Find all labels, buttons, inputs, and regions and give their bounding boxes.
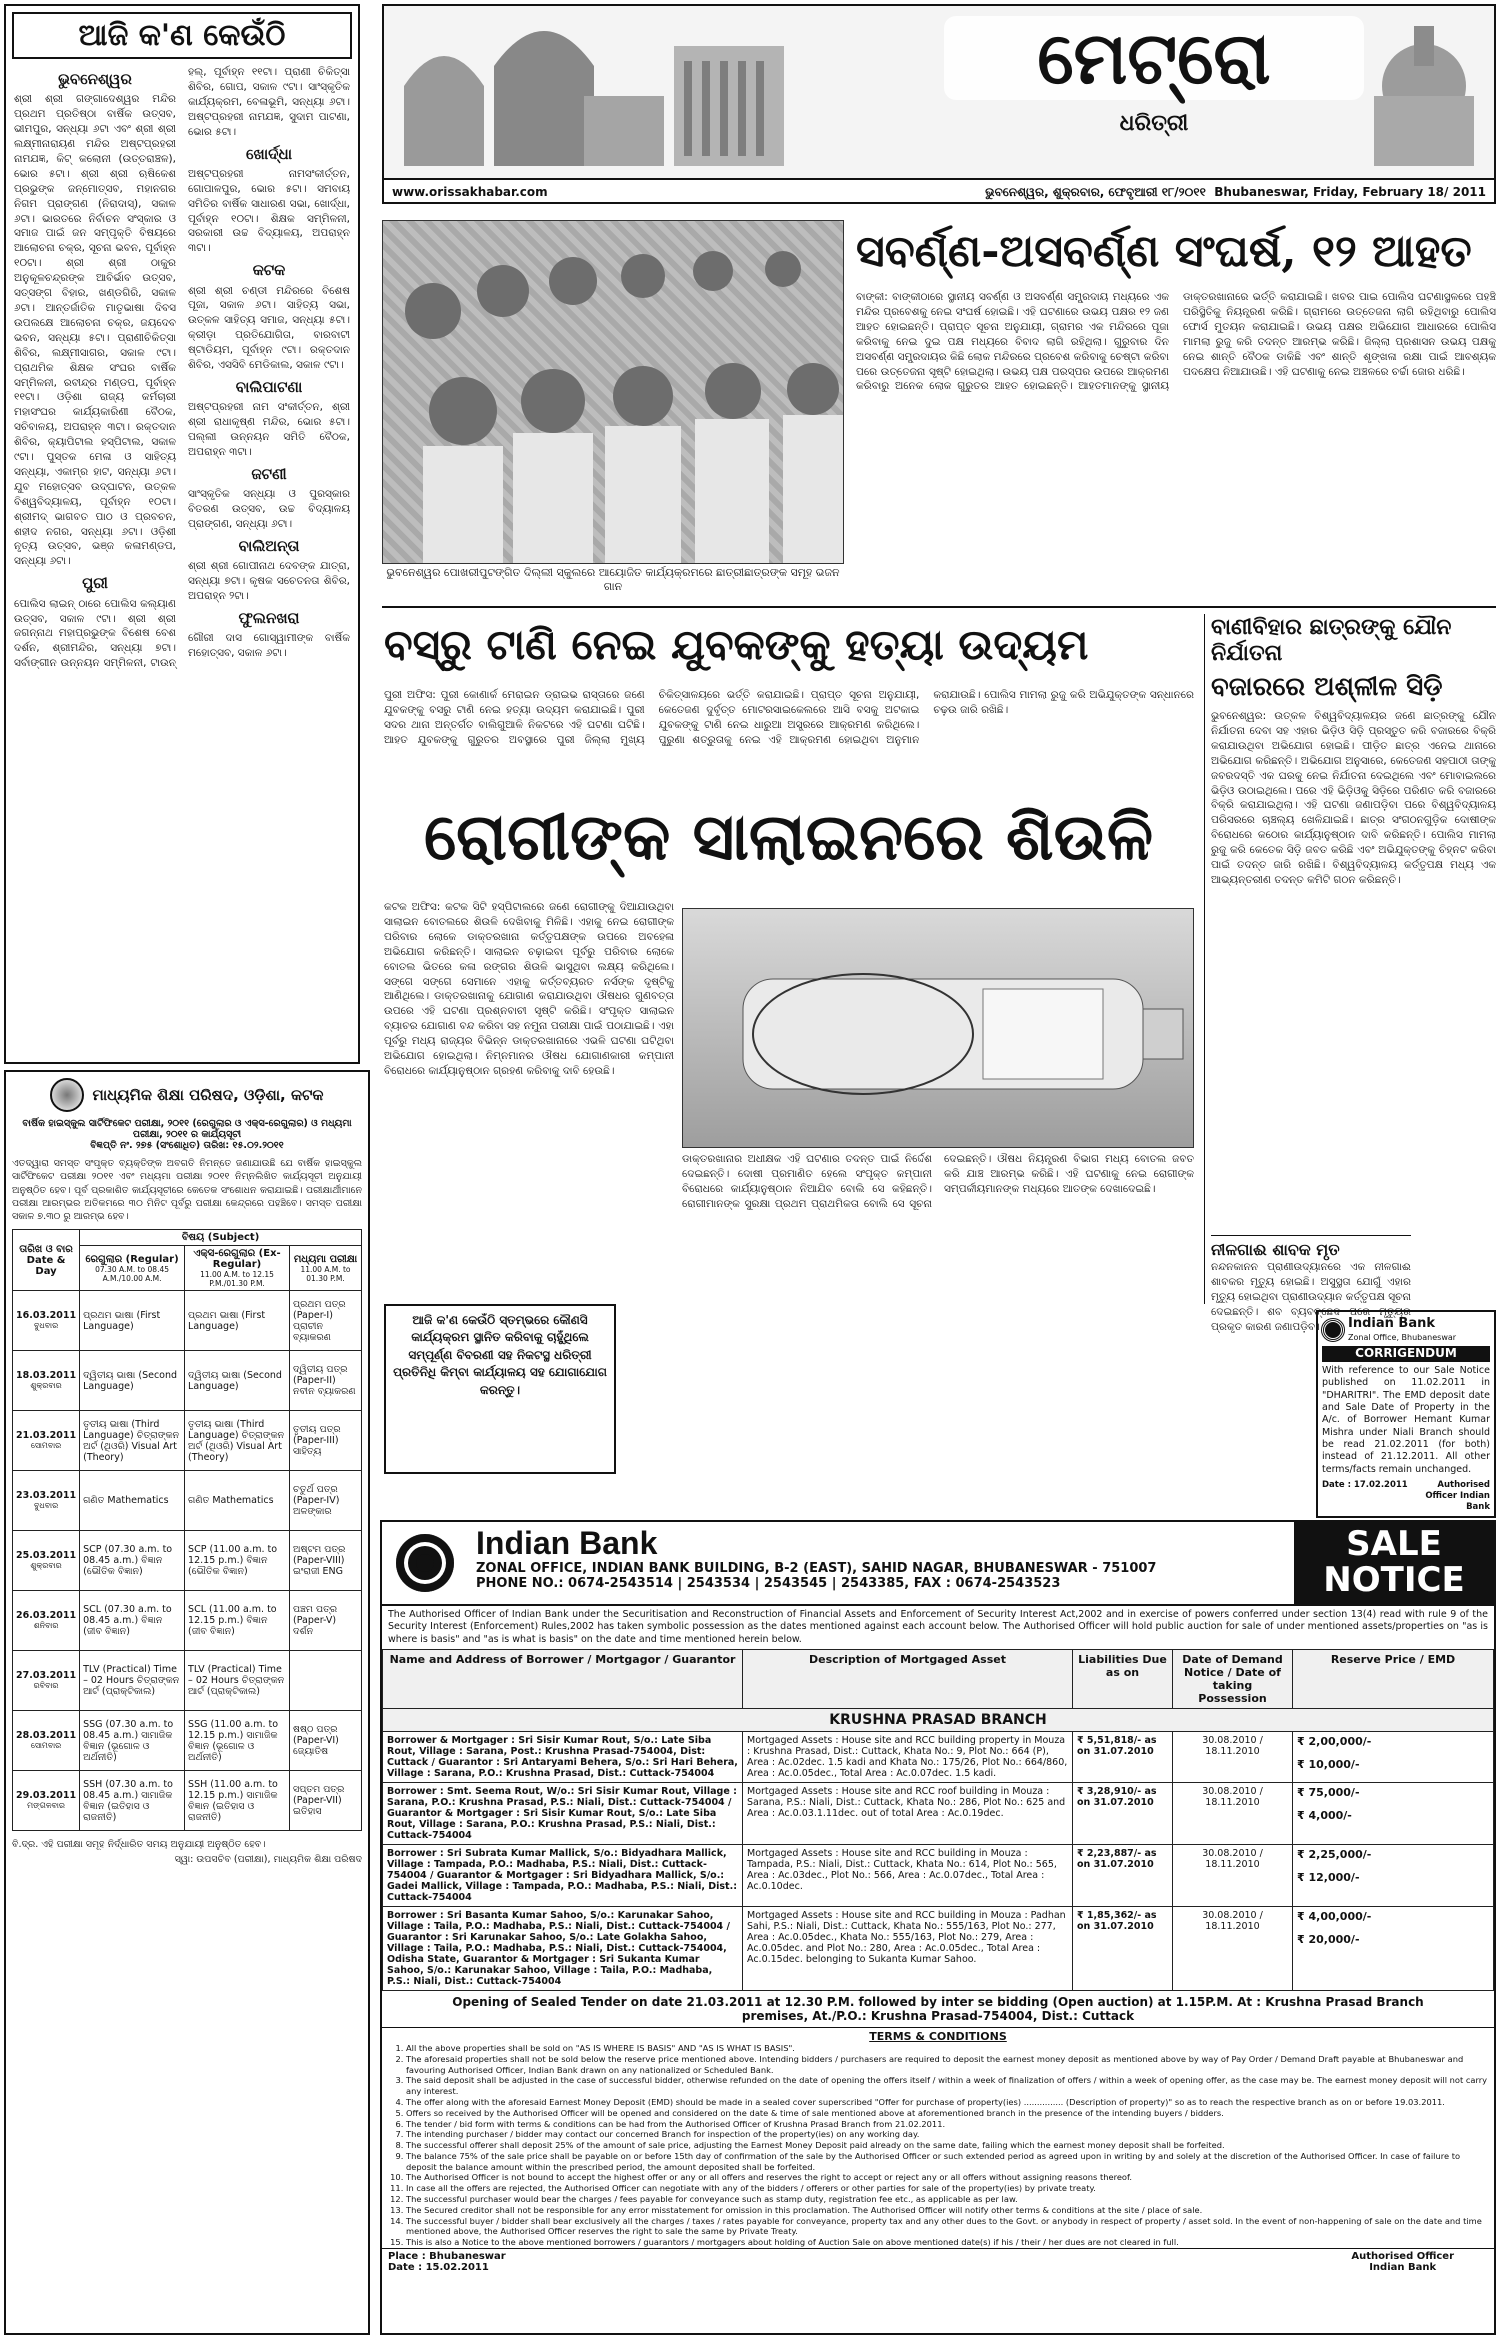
exam-exregular-subject: SCP (11.00 a.m. to 12.15 p.m.) ବିଜ୍ଞାନ (ଭୌତିକ ବିଜ୍ଞାନ) bbox=[185, 1531, 290, 1591]
exam-regular-subject: ତୃତୀୟ ଭାଷା (Third Language) ଚିତ୍ରାଙ୍କନ ଅର୍ଟ (ଥିଓରି) Visual Art (Theory) bbox=[80, 1411, 185, 1471]
exam-exregular-subject: SCL (11.00 a.m. to 12.15 p.m.) ବିଜ୍ଞାନ (ଜୀବ ବିଜ୍ଞାନ) bbox=[185, 1591, 290, 1651]
exam-date: 16.03.2011 ବୁଧବାର bbox=[13, 1291, 80, 1351]
sale-term: 5. Offers so received by the Authorised Officer will be opened and considered on the date & time of sale mentioned above at aforementioned branch in the presence of the intending buyers / bidders. bbox=[406, 2108, 1488, 2119]
exam-madhyama-subject: ଅଷ୍ଟମ ପତ୍ର (Paper-VIII) ଇଂରାଜୀ ENG bbox=[290, 1531, 362, 1591]
exam-row bbox=[13, 1291, 362, 1351]
exam-title: ମାଧ୍ୟମିକ ଶିକ୍ଷା ପରିଷଦ, ଓଡ଼ିଶା, କଟକ bbox=[92, 1086, 324, 1104]
masthead-subtitle: ଧରିତ୍ରୀ bbox=[1119, 110, 1189, 136]
sale-term: 1. All the above properties shall be sold on "AS IS WHERE IS BASIS" AND "AS IS WHAT IS BASIS". bbox=[406, 2043, 1488, 2054]
events-item: ଗୌରୀ ଦାସ ଗୋସ୍ୱାମୀଙ୍କ ବାର୍ଷିକ ମହୋତ୍ସବ, ସକାଳ ୬ଟା। bbox=[188, 632, 350, 660]
exam-date: 28.03.2011 ସୋମବାର bbox=[13, 1711, 80, 1771]
exam-date: 26.03.2011 ଶନିବାର bbox=[13, 1591, 80, 1651]
exam-notice-number: ବିଜ୍ଞପ୍ତି ନଂ. ୨୭୫ (ସଂଶୋଧିତ) ତାରିଖ: ୧୫.୦୨.୨୦୧୧ bbox=[90, 1140, 284, 1151]
exam-footnote: ବି.ଦ୍ର. ଏହି ପରୀକ୍ଷା ସମୂହ ନିର୍ଦ୍ଧାରିତ ସମୟ ଅନୁଯାୟୀ ଅନୁଷ୍ଠିତ ହେବ। bbox=[12, 1839, 266, 1851]
exam-exregular-subject: SSG (11.00 a.m. to 12.15 p.m.) ସାମାଜିକ ବିଜ୍ଞାନ (ଭୂଗୋଳ ଓ ଅର୍ଥନୀତି) bbox=[185, 1711, 290, 1771]
events-item: ଶ୍ରୀ ଶ୍ରୀ ଚଣ୍ଡୀ ମନ୍ଦିରରେ ବିଶେଷ ପୂଜା, ସକାଳ ୬ଟା। ସାହିତ୍ୟ ସଭା, ଉତ୍କଳ ସାହିତ୍ୟ ସମାଜ, ସନ୍ଧ୍ୟା ୫ଟା। କ୍ରୀଡ଼ା ପ୍ରତିଯୋଗିତା, ବାରବାଟୀ ଷ୍ଟାଡିୟମ, ପୂର୍ବାହ୍ନ ୯ଟା। ରକ୍ତଦାନ ଶିବିର, ଏସସିବି ମେଡିକାଲ, ସକାଳ ୯ଟା। bbox=[188, 284, 350, 372]
sale-due: ₹ 3,28,910/- as on 31.07.2010 bbox=[1073, 1783, 1173, 1845]
sale-term: 6. The tender / bid form with terms & conditions can be had from the Authorised Officer of Krushna Prasad Branch from 21.02.2011. bbox=[406, 2119, 1488, 2130]
sale-col-dates: Date of Demand Notice / Date of taking Possession bbox=[1173, 1650, 1293, 1709]
events-body bbox=[6, 65, 358, 995]
events-notice-box: ଆଜି କ'ଣ କେଉଁଠି ସ୍ତମ୍ଭରେ କୌଣସି କାର୍ଯ୍ୟକ୍ରମ ସ୍ଥାନିତ କରିବାକୁ ଚାହୁଁଥିଲେ ସମ୍ପୂର୍ଣ୍ଣ ବିବରଣୀ ସହ ନିକଟସ୍ଥ ଧରିତ୍ରୀ ପ୍ରତିନିଧି କିମ୍ବା କାର୍ଯ୍ୟାଳୟ ସହ ଯୋଗାଯୋଗ କରନ୍ତୁ। bbox=[384, 1304, 616, 1474]
exam-madhyama-subject: ପ୍ରଥମ ପତ୍ର (Paper-I) ପ୍ରାଚୀନ ବ୍ୟାକରଣ bbox=[290, 1291, 362, 1351]
sale-term: 8. The successful offerer shall deposit 25% of the amount of sale price, adjusting the Earnest Money Deposit paid already on the same date, failing which the earnest money deposit shall be forfeited. bbox=[406, 2140, 1488, 2151]
sale-term: 12. The successful purchaser would bear the charges / fees payable for conveyance such as stamp duty, registration fee etc., as applicable as per law. bbox=[406, 2194, 1488, 2205]
exam-col-madhyama: ମଧ୍ୟମା ପରୀକ୍ଷା 11.00 A.M. to 01.30 P.M. bbox=[290, 1246, 362, 1291]
exam-col-date: ତାରିଖ ଓ ବାର Date & Day bbox=[13, 1230, 80, 1291]
exam-date: 18.03.2011 ଶୁକ୍ରବାର bbox=[13, 1351, 80, 1411]
events-item: ଅଷ୍ଟପ୍ରହରୀ ନାମସଂକୀର୍ତ୍ତନ, ଗୋପାଳପୁର, ଭୋର ୫ଟା। ସମବାୟ ସମିତିର ବାର୍ଷିକ ସାଧାରଣ ସଭା, ଖୋର୍ଦ୍ଧା, ପୂର୍ବାହ୍ନ ୧୦ଟା। ଶିକ୍ଷକ ସମ୍ମିଳନୀ, ସରକାରୀ ଉଚ୍ଚ ବିଦ୍ୟାଳୟ, ଅପରାହ୍ନ ୩ଟା। bbox=[188, 167, 350, 255]
sale-tender: Opening of Sealed Tender on date 21.03.2011 at 12.30 P.M. followed by inter se bidding (Open auction) at 1.15P.M. At : Krushna Prasad Branch premises, At./P.O.: Krushna Prasad-754004, Dist.: Cuttack bbox=[382, 1991, 1494, 2028]
exam-date: 25.03.2011 ଶୁକ୍ରବାର bbox=[13, 1531, 80, 1591]
exam-signature: ସ୍ୱା: ଉପସଚିବ (ପରୀକ୍ଷା), ମାଧ୍ୟମିକ ଶିକ୍ଷା ପରିଷଦ bbox=[174, 1854, 362, 1866]
story5-body: ନନ୍ଦନକାନନ ପ୍ରାଣୀଉଦ୍ୟାନରେ ଏକ ନୀଳଗାଈ ଶାବକର ମୃତ୍ୟୁ ହୋଇଛି। ଅସୁସ୍ଥତା ଯୋଗୁଁ ଏହାର ମୃତ୍ୟୁ ହୋଇଥିବା ପ୍ରାଣୀଉଦ୍ୟାନ କର୍ତ୍ତୃପକ୍ଷ ସୂଚନା ଦେଇଛନ୍ତି। ଶବ ବ୍ୟବଚ୍ଛେଦ ପରେ ମୃତ୍ୟୁର ପ୍ରକୃତ କାରଣ ଜଣାପଡ଼ିବ। bbox=[1211, 1261, 1411, 1333]
sale-row bbox=[383, 1907, 1494, 1991]
exam-madhyama-subject: ଚତୁର୍ଥ ପତ୍ର (Paper-IV) ଅଳଙ୍କାର bbox=[290, 1471, 362, 1531]
dateline-odia: ଭୁବନେଶ୍ୱର, ଶୁକ୍ରବାର, ଫେବୃଆରୀ ୧୮/୨୦୧୧ bbox=[985, 184, 1206, 199]
events-place-heading: ବାଲିପାଟଣା bbox=[235, 378, 303, 396]
exam-date: 27.03.2011 ରବିବାର bbox=[13, 1651, 80, 1711]
exam-col-regular: ରେଗୁଲାର (Regular) 07.30 A.M. to 08.45 A.M./10.00 A.M. bbox=[80, 1246, 185, 1291]
sale-asset: Mortgaged Assets : House site and RCC building property in Mouza : Krushna Prasad, Dist.: Cuttack, Khata No.: 9, Plot No.: 664 (P), Area : Ac.02dec. 1.5 kadi and Khata No.: 175/26, Plot No.: 664/860, Area : Ac.0.05dec., Total Area : Ac.0.07dec. 1.5 kadi. bbox=[743, 1732, 1073, 1783]
exam-row bbox=[13, 1591, 362, 1651]
sale-col-due: Liabilities Due as on bbox=[1073, 1650, 1173, 1709]
events-place-heading: ଭୁବନେଶ୍ୱର bbox=[58, 70, 132, 88]
exam-subtitle: ବାର୍ଷିକ ହାଇସ୍କୁଲ ସାର୍ଟିଫିକେଟ ପରୀକ୍ଷା, ୨୦୧୧ (ରେଗୁଲାର ଓ ଏକ୍ସ-ରେଗୁଲାର) ଓ ମଧ୍ୟମା ପରୀକ୍ଷା, ୨୦୧୧ ର କାର୍ଯ୍ୟସୂଚୀ bbox=[22, 1118, 352, 1140]
exam-row bbox=[13, 1771, 362, 1831]
exam-regular-subject: SSG (07.30 a.m. to 08.45 a.m.) ସାମାଜିକ ବିଜ୍ଞାନ (ଭୂଗୋଳ ଓ ଅର୍ଥନୀତି) bbox=[80, 1711, 185, 1771]
exam-exregular-subject: ଗଣିତ Mathematics bbox=[185, 1471, 290, 1531]
exam-exregular-subject: SSH (11.00 a.m. to 12.15 p.m.) ସାମାଜିକ ବିଜ୍ଞାନ (ଇତିହାସ ଓ ରାଜନୀତି) bbox=[185, 1771, 290, 1831]
exam-table bbox=[12, 1229, 362, 1831]
story1-headline: ସବର୍ଣ୍ଣ-ଅସବର୍ଣ୍ଣ ସଂଘର୍ଷ, ୧୨ ଆହତ bbox=[856, 226, 1472, 277]
sale-dates: 30.08.2010 / 18.11.2010 bbox=[1173, 1845, 1293, 1907]
story2-headline: ବସ୍‌ରୁ ଟାଣି ନେଇ ଯୁବକଙ୍କୁ ହତ୍ୟା ଉଦ୍ୟମ bbox=[384, 620, 1089, 669]
sale-reserve: ₹ 2,00,000/- ₹ 10,000/- bbox=[1293, 1732, 1494, 1783]
sale-row bbox=[383, 1732, 1494, 1783]
sale-terms-title: TERMS & CONDITIONS bbox=[869, 2030, 1007, 2044]
saline-bottle-photo bbox=[682, 908, 1194, 1148]
exam-col-subject: ବିଷୟ (Subject) bbox=[80, 1230, 362, 1246]
sale-reserve: ₹ 4,00,000/- ₹ 20,000/- bbox=[1293, 1907, 1494, 1991]
sale-term: 11. In case all the offers are rejected, the Authorised Officer can negotiate with any of the bidders / offerers or other parties for sale of the property(ies) by private treaty. bbox=[406, 2183, 1488, 2194]
sale-place: Place : Bhubaneswar bbox=[388, 2250, 506, 2262]
sale-asset: Mortgaged Assets : House site and RCC roof building in Mouza : Sarana, P.S.: Niali, Dist.: Cuttack, Khata No.: 286, Plot No.: 625 and Area : Ac.0.03.1.11dec. out of total Area : Ac.0.19dec. bbox=[743, 1783, 1073, 1845]
sale-col-asset: Description of Mortgaged Asset bbox=[743, 1650, 1073, 1709]
sale-sign-officer: Authorised Officer bbox=[1351, 2250, 1454, 2262]
sale-term: 3. The said deposit shall be adjusted in the case of successful bidder, otherwise refunded on the date of opening the offers itself / within a week of finalization of offers / within a week of opening offer, as the case may be. The earnest money deposit will not carry any interest. bbox=[406, 2075, 1488, 2097]
exam-row bbox=[13, 1711, 362, 1771]
sale-notice bbox=[380, 1520, 1496, 2335]
events-place-heading: ଜଟଣୀ bbox=[251, 464, 287, 483]
sale-row bbox=[383, 1783, 1494, 1845]
sale-due: ₹ 5,51,818/- as on 31.07.2010 bbox=[1073, 1732, 1173, 1783]
exam-row bbox=[13, 1471, 362, 1531]
exam-row bbox=[13, 1351, 362, 1411]
story2-body: ପୁରୀ ଅଫିସ: ପୁରୀ କୋଣାର୍କ ମେରାଇନ ଡ୍ରାଇଭ ରାସ୍ତାରେ ଜଣେ ଯୁବକଙ୍କୁ ବସରୁ ଟାଣି ନେଇ ହତ୍ୟା ଉଦ୍ୟମ କରାଯାଇଛି। ପୁରୀ ସଦର ଥାନା ଅନ୍ତର୍ଗତ ବାଲିଗୁଆଳି ନିକଟରେ ଏହି ଘଟଣା ଘଟିଛି। ଆହତ ଯୁବକଙ୍କୁ ଗୁରୁତର ଅବସ୍ଥାରେ ପୁରୀ ଜିଲ୍ଲା ମୁଖ୍ୟ ଚିକିତ୍ସାଳୟରେ ଭର୍ତ୍ତି କରାଯାଇଛି। ପ୍ରାପ୍ତ ସୂଚନା ଅନୁଯାୟୀ, କେତେଜଣ ଦୁର୍ବୃତ୍ତ ମୋଟରସାଇକେଲରେ ଆସି ବସକୁ ଅଟକାଇ ଯୁବକଙ୍କୁ ଟାଣି ନେଇ ଧାରୁଆ ଅସ୍ତ୍ରରେ ଆକ୍ରମଣ କରିଥିଲେ। ପୁରୁଣା ଶତ୍ରୁତାକୁ ନେଇ ଏହି ଆକ୍ରମଣ ହୋଇଥିବା ଅନୁମାନ କରାଯାଉଛି। ପୋଲିସ ମାମଲା ରୁଜୁ କରି ଅଭିଯୁକ୍ତଙ୍କ ସନ୍ଧାନରେ ଚଢ଼ଉ ଜାରି ରଖିଛି। bbox=[384, 689, 1194, 746]
sale-term: 14. The successful buyer / bidder shall bear exclusively all the charges / taxes / rates payable for conveyance, property tax and any other dues to the Govt. or anybody in respect of property / asset sold. In the event of non-happening of sale on the date and time mentioned above, the Authorised Officer reserves the right to sale the same by Private Treaty. bbox=[406, 2216, 1488, 2238]
dateline-english: Bhubaneswar, Friday, February 18/ 2011 bbox=[1214, 184, 1486, 199]
sale-party: Borrower : Sri Basanta Kumar Sahoo, S/o.: Karunakar Sahoo, Village : Taila, P.O.: Madhaba, P.S.: Niali, Dist.: Cuttack-754004 / Guarantor : Sri Karunakar Sahoo, S/o.: Late Golakha Sahoo, Village : Taila, P.O.: Madhaba, P.S.: Niali, Dist.: Cuttack-754004, Odisha State, Guarantor & Mortgager : Sri Sukanta Kumar Sahoo, S/o.: Karunakar Sahoo, Village : Taila, P.O.: Madhaba, P.S.: Niali, Dist.: Cuttack-754004 bbox=[383, 1907, 743, 1991]
exam-schedule bbox=[4, 1070, 370, 2335]
sale-dates: 30.08.2010 / 18.11.2010 bbox=[1173, 1783, 1293, 1845]
exam-regular-subject: ଦ୍ୱିତୀୟ ଭାଷା (Second Language) bbox=[80, 1351, 185, 1411]
exam-madhyama-subject: ଦ୍ୱିତୀୟ ପତ୍ର (Paper-II) ନବୀନ ବ୍ୟାକରଣ bbox=[290, 1351, 362, 1411]
indian-bank-logo-icon bbox=[396, 1534, 454, 1592]
story5-headline: ନୀଳଗାଈ ଶାବକ ମୃତ bbox=[1211, 1240, 1340, 1259]
sale-reserve: ₹ 2,25,000/- ₹ 12,000/- bbox=[1293, 1845, 1494, 1907]
exam-exregular-subject: ଦ୍ୱିତୀୟ ଭାଷା (Second Language) bbox=[185, 1351, 290, 1411]
exam-date: 23.03.2011 ବୁଧବାର bbox=[13, 1471, 80, 1531]
events-place-heading: ବାଲିଅନ୍ତା bbox=[238, 536, 300, 555]
sale-intro: The Authorised Officer of Indian Bank under the Securitisation and Reconstruction of Financial Assets and Enforcement of Security Interest Act,2002 and in exercise of powers conferred under section 13(4) read with rule 9 of the Security Interest (Enforcement) Rules,2002 has taken symbolic possession as the dates mentioned against each account below. The Authorised Officer will hold public auction for sale of under mentioned assets/properties on "as is where is basis" and "as is what is basis" on the date and time mentioned herein below. bbox=[388, 1609, 1488, 1645]
sale-asset: Mortgaged Assets : House site and RCC building in Mouza : Padhan Sahi, P.S.: Niali, Dist.: Cuttack, Khata No.: 555/163, Plot No.: 277, Area : Ac.0.05dec., Khata No.: 555/163, Plot No.: 279, Area : Ac.0.05dec. and Plot No.: 280, Area : Ac.0.05dec., Total Area : Ac.0.15dec. belonging to Sukanta Kumar Sahoo. bbox=[743, 1907, 1073, 1991]
events-place-heading: କଟକ bbox=[252, 261, 286, 280]
sale-asset: Mortgaged Assets : House site and RCC building in Mouza : Tampada, P.S.: Niali, Dist.: Cuttack, Khata No.: 614, Plot No.: 565, Area : Ac.03dec., Plot No.: 566, Area : Ac.0.07dec., Total Area : Ac.0.10dec. bbox=[743, 1845, 1073, 1907]
exam-regular-subject: SCL (07.30 a.m. to 08.45 a.m.) ବିଜ୍ଞାନ (ଜୀବ ବିଜ୍ଞାନ) bbox=[80, 1591, 185, 1651]
sale-reserve: ₹ 75,000/- ₹ 4,000/- bbox=[1293, 1783, 1494, 1845]
exam-exregular-subject: TLV (Practical) Time – 02 Hours ଚିତ୍ରାଙ୍କନ ଆର୍ଟ (ପ୍ରାକ୍ଟିକାଲ) bbox=[185, 1651, 290, 1711]
masthead bbox=[382, 4, 1496, 204]
sale-branch-heading: KRUSHNA PRASAD BRANCH bbox=[383, 1709, 1494, 1732]
sale-bank-office: ZONAL OFFICE, INDIAN BANK BUILDING, B-2 (EAST), SAHID NAGAR, BHUBANESWAR - 751007 bbox=[476, 1561, 1157, 1577]
students-photo bbox=[382, 220, 844, 564]
exam-date: 21.03.2011 ସୋମବାର bbox=[13, 1411, 80, 1471]
sale-row bbox=[383, 1845, 1494, 1907]
website-link[interactable]: www.orissakhabar.com bbox=[392, 185, 548, 199]
story3-body-right: ଡାକ୍ତରଖାନାର ଅଧୀକ୍ଷକ ଏହି ଘଟଣାର ତଦନ୍ତ ପାଇଁ ନିର୍ଦ୍ଦେଶ ଦେଇଛନ୍ତି। ଦୋଷୀ ପ୍ରମାଣିତ ହେଲେ ସଂପୃକ୍ତ କମ୍ପାନୀ ବିରୋଧରେ କାର୍ଯ୍ୟାନୁଷ୍ଠାନ ନିଆଯିବ ବୋଲି ସେ କହିଛନ୍ତି। ରୋଗୀମାନଙ୍କ ସୁରକ୍ଷା ପ୍ରଥମ ପ୍ରାଥମିକତା ବୋଲି ସେ ସୂଚନା ଦେଇଛନ୍ତି। ଔଷଧ ନିୟନ୍ତ୍ରଣ ବିଭାଗ ମଧ୍ୟ ବୋତଲ ଜବତ କରି ଯାଞ୍ଚ ଆରମ୍ଭ କରିଛି। ଏହି ଘଟଣାକୁ ନେଇ ରୋଗୀଙ୍କ ସମ୍ପର୍କୀୟମାନଙ୍କ ମଧ୍ୟରେ ଆତଙ୍କ ଦେଖାଦେଇଛି। bbox=[682, 1153, 1194, 1210]
exam-regular-subject: ଗଣିତ Mathematics bbox=[80, 1471, 185, 1531]
saline-bottle-illustration bbox=[683, 909, 1193, 1147]
exam-row bbox=[13, 1411, 362, 1471]
exam-regular-subject: ପ୍ରଥମ ଭାଷା (First Language) bbox=[80, 1291, 185, 1351]
events-item: ସାଂସ୍କୃତିକ ସନ୍ଧ୍ୟା ଓ ପୁରସ୍କାର ବିତରଣ ଉତ୍ସବ, ଉଚ୍ଚ ବିଦ୍ୟାଳୟ ପ୍ରାଙ୍ଗଣ, ସନ୍ଧ୍ୟା ୬ଟା। bbox=[188, 488, 350, 531]
exam-regular-subject: SSH (07.30 a.m. to 08.45 a.m.) ସାମାଜିକ ବିଜ୍ଞାନ (ଇତିହାସ ଓ ରାଜନୀତି) bbox=[80, 1771, 185, 1831]
corrigendum-text: With reference to our Sale Notice published on 11.02.2011 in "DHARITRI". The EMD deposit date and Sale Date of Property in the A/c. of Borrower Hemant Kumar Mishra under Niali Branch should be read 21.02.2011 (for both) instead of 21.12.2011. All other terms/facts remain unchanged. bbox=[1322, 1364, 1490, 1475]
indian-bank-logo-icon bbox=[1322, 1319, 1344, 1341]
story4-body: ଭୁବନେଶ୍ୱର: ଉତ୍କଳ ବିଶ୍ୱବିଦ୍ୟାଳୟର ଜଣେ ଛାତ୍ରଙ୍କୁ ଯୌନ ନିର୍ଯାତନା ଦେବା ସହ ଏହାର ଭିଡ଼ିଓ ସିଡ଼ି ପ୍ରସ୍ତୁତ କରି ବଜାରରେ ବିକ୍ରି କରାଯାଉଥିବା ଅଭିଯୋଗ ହୋଇଛି। ପୀଡ଼ିତ ଛାତ୍ର ଏନେଇ ଥାନାରେ ଅଭିଯୋଗ କରିଛନ୍ତି। ଅଭିଯୋଗ ଅନୁସାରେ, କେତେଜଣ ସହପାଠୀ ତାଙ୍କୁ ଜବରଦସ୍ତି ଏକ ଘରକୁ ନେଇ ନିର୍ଯାତନା ଦେଇଥିଲେ ଏବଂ ମୋବାଇଲରେ ଭିଡ଼ିଓ ଉଠାଇଥିଲେ। ପରେ ଏହି ଭିଡ଼ିଓକୁ ସିଡ଼ିରେ ପରିଣତ କରି ବଜାରରେ ବିକ୍ରି କରାଯାଇଥିଲା। ଏହି ଘଟଣା ଜଣାପଡ଼ିବା ପରେ ବିଶ୍ୱବିଦ୍ୟାଳୟ ପରିସରରେ ଚାଞ୍ଚଲ୍ୟ ଖେଳିଯାଇଛି। ଛାତ୍ର ସଂଗଠନଗୁଡ଼ିକ ଦୋଷୀଙ୍କ ବିରୋଧରେ କଠୋର କାର୍ଯ୍ୟାନୁଷ୍ଠାନ ଦାବି କରିଛନ୍ତି। ପୋଲିସ ମାମଲା ରୁଜୁ କରି କେତେକ ସିଡ଼ି ଜବତ କରିଛି ଏବଂ ଅଭିଯୁକ୍ତଙ୍କୁ ଚିହ୍ନଟ କରିବା ପାଇଁ ତଦନ୍ତ ଜାରି ରଖିଛି। ବିଶ୍ୱବିଦ୍ୟାଳୟ କର୍ତ୍ତୃପକ୍ଷ ମଧ୍ୟ ଏକ ଆଭ୍ୟନ୍ତରୀଣ ତଦନ୍ତ କମିଟି ଗଠନ କରିଛନ୍ତି। bbox=[1211, 710, 1496, 886]
exam-intro: ଏତଦ୍ୱାରା ସମସ୍ତ ସଂପୃକ୍ତ ବ୍ୟକ୍ତିଙ୍କ ଅବଗତି ନିମନ୍ତେ ଜଣାଯାଉଛି ଯେ ବାର୍ଷିକ ହାଇସ୍କୁଲ ସାର୍ଟିଫିକେଟ ପରୀକ୍ଷା ୨୦୧୧ ଏବଂ ମଧ୍ୟମା ପରୀକ୍ଷା ୨୦୧୧ ନିମ୍ନଲିଖିତ କାର୍ଯ୍ୟସୂଚୀ ଅନୁଯାୟୀ ଅନୁଷ୍ଠିତ ହେବ। ପୂର୍ବ ପ୍ରକାଶିତ କାର୍ଯ୍ୟସୂଚୀରେ କେତେକ ସଂଶୋଧନ କରାଯାଇଛି। ପରୀକ୍ଷାର୍ଥୀମାନେ ପରୀକ୍ଷା ଆରମ୍ଭର ଅତିକମରେ ୩୦ ମିନିଟ ପୂର୍ବରୁ ପରୀକ୍ଷା କେନ୍ଦ୍ରରେ ପହଞ୍ଚିବେ। ସମସ୍ତ ପରୀକ୍ଷା ସକାଳ ୭.୩୦ ରୁ ଆରମ୍ଭ ହେବ। bbox=[12, 1158, 362, 1223]
sale-sign-bank: Indian Bank bbox=[1369, 2261, 1437, 2273]
exam-col-exregular: ଏକ୍ସ-ରେଗୁଲାର (Ex-Regular) 11.00 A.M. to 12.15 P.M./01.30 P.M. bbox=[185, 1246, 290, 1291]
story4-subhead: ବଜାରରେ ଅଶ୍ଳୀଳ ସିଡ଼ି bbox=[1211, 672, 1443, 702]
corrigendum bbox=[1316, 1310, 1496, 1518]
corrigendum-date: Date : 17.02.2011 bbox=[1322, 1479, 1408, 1490]
exam-row bbox=[13, 1651, 362, 1711]
rule-line bbox=[382, 606, 1496, 608]
story4-headline: ବାଣୀବିହାର ଛାତ୍ରଙ୍କୁ ଯୌନ ନିର୍ଯାତନା bbox=[1211, 614, 1452, 666]
events-header: ଆଜି କ'ଣ କେଉଁଠି bbox=[12, 12, 352, 59]
sale-term: 10. The Authorised Officer is not bound to accept the highest offer or any or all offers and reserves the right to accept or reject any or all offers without assigning reasons thereof. bbox=[406, 2172, 1488, 2183]
sale-table bbox=[382, 1649, 1494, 1991]
corrigendum-bank: Indian Bank bbox=[1348, 1316, 1435, 1331]
sale-party: Borrower : Smt. Seema Rout, W/o.: Sri Sisir Kumar Rout, Village : Sarana, P.O.: Krushna Prasad, P.S.: Niali, Dist.: Cuttack-754004 / Guarantor & Mortgager : Sri Sisir Kumar Rout, S/o.: Late Siba Rout, Village : Sarana, P.O.: Krushna Prasad, P.S.: Niali, Dist.: Cuttack-754004 bbox=[383, 1783, 743, 1845]
sale-date: Date : 15.02.2011 bbox=[388, 2261, 489, 2273]
exam-madhyama-subject bbox=[290, 1651, 362, 1711]
sale-term: 2. The aforesaid properties shall not be sold below the reserve price mentioned above. Intending bidders / purchasers are required to deposit the earnest money deposit as mentioned above by way of Pay Order / Demand Draft payable at Bhubaneswar and favouring Authorised Officer, Indian Bank drawn on any nationalized or Scheduled Bank. bbox=[406, 2054, 1488, 2076]
story3-headline: ରୋଗୀଙ୍କ ସାଲାଇନରେ ଶିଉଳି bbox=[424, 800, 1154, 875]
exam-row bbox=[13, 1531, 362, 1591]
sale-due: ₹ 1,85,362/- as on 31.07.2010 bbox=[1073, 1907, 1173, 1991]
sale-party: Borrower & Mortgager : Sri Sisir Kumar Rout, S/o.: Late Siba Rout, Village : Sarana, Post.: Krushna Prasad-754004, Dist: Cuttack / Guarantor : Sri Antaryami Behera, S/o.: Sri Hari Behera, Village : Sarana, P.O.: Krushna Prasad, Dist.: Cuttack-754004 bbox=[383, 1732, 743, 1783]
exam-exregular-subject: ତୃତୀୟ ଭାଷା (Third Language) ଚିତ୍ରାଙ୍କନ ଅର୍ଟ (ଥିଓରି) Visual Art (Theory) bbox=[185, 1411, 290, 1471]
corrigendum-sign: Authorised Officer Indian Bank bbox=[1425, 1479, 1490, 1513]
sale-bank-name: Indian Bank bbox=[476, 1525, 658, 1561]
events-item: ଶ୍ରୀ ଶ୍ରୀ ଗଙ୍ଗାଦେଶ୍ୱର ମନ୍ଦିର ପ୍ରଥମ ପ୍ରତିଷ୍ଠା ବାର୍ଷିକ ଉତ୍ସବ, ଭୀମପୁର, ସନ୍ଧ୍ୟା ୬ଟା ଏବଂ ଶ୍ରୀ ଶ୍ରୀ ଲକ୍ଷ୍ମୀନାରାୟଣ ମନ୍ଦିର ଅଷ୍ଟପ୍ରହରୀ ନାମଯଜ୍ଞ, କିଟ୍ କଲୋନୀ (ଉତ୍ତରାଞ୍ଚଳ), ଭୋର ୫ଟା। ଶ୍ରୀ ଶ୍ରୀ ଋଷିକେଶ ପ୍ରଭୁଙ୍କ ଜନ୍ମୋତ୍ସବ, ମହାନଗର ନିଗମ ପ୍ରାଙ୍ଗଣ (ନିରାଦାସ୍), ସକାଳ ୬ଟା। ଭାରତରେ ନିର୍ବାଚନ ସଂସ୍କାର ଓ ସମାଜ ପାଇଁ ଜନ ସମ୍ପୃକ୍ତି ବିଷୟରେ ଆଲୋଚନା ଚକ୍ର, ସୂଚନା ଭବନ, ପୂର୍ବାହ୍ନ ୧୦ଟା। ଶ୍ରୀ ଶ୍ରୀ ଠାକୁର ଅନୁକୂଳଚନ୍ଦ୍ରଙ୍କ ଆବିର୍ଭାବ ଉତ୍ସବ, ସତ୍‌ସଙ୍ଗ ବିହାର, ଖଣ୍ଡଗିରି, ସକାଳ ୬ଟା। ଆନ୍ତର୍ଜାତିକ ମାତୃଭାଷା ଦିବସ ଉପଲକ୍ଷେ ଆଲୋଚନା ଚକ୍ର, ଜୟଦେବ ଭବନ, ସନ୍ଧ୍ୟା ୫ଟା। ପ୍ରାଣୀଚିକିତ୍ସା ଶିବିର, ଲକ୍ଷ୍ମୀସାଗର, ସକାଳ ୯ଟା। ପ୍ରାଥମିକ ଶିକ୍ଷକ ସଂଘର ବାର୍ଷିକ ସମ୍ମିଳନୀ, ରବୀନ୍ଦ୍ର ମଣ୍ଡପ, ପୂର୍ବାହ୍ନ ୧୧ଟା। ଓଡ଼ିଶା ରାଜ୍ୟ କର୍ମଚାରୀ ମହାସଂଘର କାର୍ଯ୍ୟକାରିଣୀ ବୈଠକ, ସଚିବାଳୟ, ଅପରାହ୍ନ ୩ଟା। ରକ୍ତଦାନ ଶିବିର, କ୍ୟାପିଟାଲ ହସ୍ପିଟାଲ, ସକାଳ ୯ଟା। ପୁସ୍ତକ ମେଳା ଓ ସାହିତ୍ୟ ସନ୍ଧ୍ୟା, ଏକାମ୍ର ହାଟ, ସନ୍ଧ୍ୟା ୬ଟା। ଯୁବ ମହୋତ୍ସବ ଉଦ୍‌ଘାଟନ, ଉତ୍କଳ ବିଶ୍ୱବିଦ୍ୟାଳୟ, ପୂର୍ବାହ୍ନ ୧୦ଟା। ଶ୍ରୀମଦ୍ ଭାଗବତ ପାଠ ଓ ପ୍ରବଚନ, ଶହୀଦ ନଗର, ସନ୍ଧ୍ୟା ୬ଟା। ଓଡ଼ିଶୀ ନୃତ୍ୟ ଉତ୍ସବ, ଭଞ୍ଜ କଳାମଣ୍ଡପ, ସନ୍ଧ୍ୟା ୬ଟା। bbox=[14, 93, 176, 568]
exam-regular-subject: TLV (Practical) Time – 02 Hours ଚିତ୍ରାଙ୍କନ ଆର୍ଟ (ପ୍ରାକ୍ଟିକାଲ) bbox=[80, 1651, 185, 1711]
events-place-heading: ପୁରୀ bbox=[82, 574, 108, 593]
exam-regular-subject: SCP (07.30 a.m. to 08.45 a.m.) ବିଜ୍ଞାନ (ଭୌତିକ ବିଜ୍ଞାନ) bbox=[80, 1531, 185, 1591]
corrigendum-office: Zonal Office, Bhubaneswar bbox=[1348, 1332, 1457, 1342]
masthead-title: ମେଟ୍ରୋ bbox=[944, 16, 1364, 100]
events-item: ପୋଲିସ ଲାଇନ୍ ଠାରେ ପୋଲିସ କଲ୍ୟାଣ ଉତ୍ସବ, ସକାଳ ୯ଟା। ଶ୍ରୀ ଶ୍ରୀ ଜଗନ୍ନାଥ ମହାପ୍ରଭୁଙ୍କ ବିଶେଷ ବେଶ ଦର୍ଶନ, ଶ୍ରୀମନ୍ଦିର, ସନ୍ଧ୍ୟା ୭ଟା। ସର୍ବାଙ୍ଗୀନ ଉନ୍ନୟନ ସମ୍ମିଳନୀ, ଟାଉନ୍ ହଲ୍, ପୂର୍ବାହ୍ନ ୧୧ଟା। ପ୍ରାଣୀ ଚିକିତ୍ସା ଶିବିର, ଗୋପ, ସକାଳ ୯ଟା। ସାଂସ୍କୃତିକ କାର୍ଯ୍ୟକ୍ରମ, ବେଳାଭୂମି, ସନ୍ଧ୍ୟା ୬ଟା। ଅଷ୍ଟପ୍ରହରୀ ନାମଯଜ୍ଞ, ସୁଦାମ ପାଟଣା, ଭୋର ୫ଟା। bbox=[14, 66, 350, 670]
sale-term: 7. The intending purchaser / bidder may contact our concerned Branch for inspection of the property(ies) on any working day. bbox=[406, 2129, 1488, 2140]
sale-notice-title: SALE NOTICE bbox=[1294, 1522, 1494, 1604]
sale-col-party: Name and Address of Borrower / Mortgagor / Guarantor bbox=[383, 1650, 743, 1709]
exam-madhyama-subject: ଷଷ୍ଠ ପତ୍ର (Paper-VI) ଜ୍ୟୋତିଷ bbox=[290, 1711, 362, 1771]
events-column bbox=[4, 4, 360, 1064]
exam-date: 29.03.2011 ମଙ୍ଗଳବାର bbox=[13, 1771, 80, 1831]
exam-exregular-subject: ପ୍ରଥମ ଭାଷା (First Language) bbox=[185, 1291, 290, 1351]
sale-party: Borrower : Sri Subrata Kumar Mallick, S/o.: Bidyadhara Mallick, Village : Tampada, P.O.: Madhaba, P.S.: Niali, Dist.: Cuttack-754004 / Guarantor & Mortgager : Sri Bidyadhara Mallick, S/o.: Gadei Mallick, Village : Tampada, P.O.: Madhaba, P.S.: Niali, Dist.: Cuttack-754004 bbox=[383, 1845, 743, 1907]
students-photo-illustration bbox=[383, 221, 843, 563]
events-item: ଶ୍ରୀ ଶ୍ରୀ ଗୋପୀନାଥ ଦେବଙ୍କ ଯାତ୍ରା, ସନ୍ଧ୍ୟା ୭ଟା। କୃଷକ ସଚେତନତା ଶିବିର, ଅପରାହ୍ନ ୨ଟା। bbox=[188, 560, 350, 603]
sale-terms-list bbox=[382, 2043, 1494, 2248]
corrigendum-title: CORRIGENDUM bbox=[1322, 1346, 1490, 1362]
exam-madhyama-subject: ସପ୍ତମ ପତ୍ର (Paper-VII) ଇତିହାସ bbox=[290, 1771, 362, 1831]
events-item: ଅଷ୍ଟପ୍ରହରୀ ନାମ ସଂକୀର୍ତ୍ତନ, ଶ୍ରୀ ଶ୍ରୀ ରାଧାକୃଷ୍ଣ ମନ୍ଦିର, ଭୋର ୫ଟା। ପଲ୍ଲୀ ଉନ୍ନୟନ ସମିତି ବୈଠକ, ଅପରାହ୍ନ ୩ଟା। bbox=[188, 401, 350, 459]
photo-caption: ଭୁବନେଶ୍ୱର ପୋଖରୀପୁଟଙ୍ଗିତ ଦିଲ୍ଲୀ ସ୍କୁଲରେ ଆୟୋଜିତ କାର୍ଯ୍ୟକ୍ରମରେ ଛାତ୍ରୀଛାତ୍ରଙ୍କ ସମୂହ ଭଜନ ଗାନ bbox=[386, 566, 840, 593]
sale-dates: 30.08.2010 / 18.11.2010 bbox=[1173, 1907, 1293, 1991]
story3-body-left: କଟକ ଅଫିସ: କଟକ ସିଟି ହସ୍ପିଟାଲରେ ଜଣେ ରୋଗୀଙ୍କୁ ଦିଆଯାଉଥିବା ସାଲାଇନ ବୋତଲରେ ଶିଉଳି ଦେଖିବାକୁ ମିଳିଛି। ଏହାକୁ ନେଇ ରୋଗୀଙ୍କ ପରିବାର ଲୋକେ ଡାକ୍ତରଖାନା କର୍ତ୍ତୃପକ୍ଷଙ୍କ ଉପରେ ଅବହେଳା ଅଭିଯୋଗ କରିଛନ୍ତି। ସାଲାଇନ ଚଢ଼ାଇବା ପୂର୍ବରୁ ପରିବାର ଲୋକେ ବୋତଲ ଭିତରେ କଳା ରଙ୍ଗର ଶିଉଳି ଭାସୁଥିବା ଲକ୍ଷ୍ୟ କରିଥିଲେ। ସଙ୍ଗେ ସଙ୍ଗେ ସେମାନେ ଏହାକୁ କର୍ତ୍ତବ୍ୟରତ ନର୍ସଙ୍କ ଦୃଷ୍ଟିକୁ ଆଣିଥିଲେ। ଡାକ୍ତରଖାନାକୁ ଯୋଗାଣ କରାଯାଉଥିବା ଔଷଧର ଗୁଣବତ୍ତା ଉପରେ ଏହି ଘଟଣା ପ୍ରଶ୍ନବାଚୀ ସୃଷ୍ଟି କରିଛି। ସଂପୃକ୍ତ ସାଲାଇନ ବ୍ୟାଚର ଯୋଗାଣ ବନ୍ଦ କରିବା ସହ ନମୁନା ପରୀକ୍ଷା ପାଇଁ ପଠାଯାଇଛି। ଏହା ପୂର୍ବରୁ ମଧ୍ୟ ରାଜ୍ୟର ବିଭିନ୍ନ ଡାକ୍ତରଖାନାରେ ଏଭଳି ଘଟଣା ଘଟିଥିବା ଅଭିଯୋଗ ହୋଇଥିଲା। ନିମ୍ନମାନର ଔଷଧ ଯୋଗାଣକାରୀ କମ୍ପାନୀ ବିରୋଧରେ କାର୍ଯ୍ୟାନୁଷ୍ଠାନ ଗ୍ରହଣ କରିବାକୁ ଦାବି ହେଉଛି। bbox=[384, 901, 674, 1077]
sale-term: 13. The Secured creditor shall not be responsible for any error misstatement for omission in this proclamation. The Authorised Officer will notify other terms & conditions at the site / place of sale. bbox=[406, 2205, 1488, 2216]
sale-due: ₹ 2,23,887/- as on 31.07.2010 bbox=[1073, 1845, 1173, 1907]
story1-body: ବାଙ୍କୀ: ବାଙ୍କୀଠାରେ ସ୍ଥାନୀୟ ସବର୍ଣ୍ଣ ଓ ଅସବର୍ଣ୍ଣ ସମ୍ପ୍ରଦାୟ ମଧ୍ୟରେ ଏକ ମନ୍ଦିର ପ୍ରବେଶକୁ ନେଇ ସଂଘର୍ଷ ହୋଇଛି। ଏହି ଘଟଣାରେ ଉଭୟ ପକ୍ଷର ୧୨ ଜଣ ଆହତ ହୋଇଛନ୍ତି। ପ୍ରାପ୍ତ ସୂଚନା ଅନୁଯାୟୀ, ଗ୍ରାମର ଏକ ମନ୍ଦିରରେ ପୂଜା କରିବାକୁ ନେଇ ଦୁଇ ପକ୍ଷ ମଧ୍ୟରେ ବିବାଦ ଲାଗି ରହିଥିଲା। ଗୁରୁବାର ଦିନ ଅସବର୍ଣ୍ଣ ସମ୍ପ୍ରଦାୟର କିଛି ଲୋକ ମନ୍ଦିରରେ ପ୍ରବେଶ କରିବାକୁ ଚେଷ୍ଟା କରିବା ପରେ ଉତ୍ତେଜନା ସୃଷ୍ଟି ହୋଇଥିଲା। ଉଭୟ ପକ୍ଷ ପରସ୍ପର ଉପରେ ଆକ୍ରମଣ କରିବାରୁ ଅନେକ ଲୋକ ଗୁରୁତର ଆହତ ହୋଇଛନ୍ତି। ଆହତମାନଙ୍କୁ ସ୍ଥାନୀୟ ଡାକ୍ତରଖାନାରେ ଭର୍ତ୍ତି କରାଯାଇଛି। ଖବର ପାଇ ପୋଲିସ ଘଟଣାସ୍ଥଳରେ ପହଞ୍ଚି ପରିସ୍ଥିତିକୁ ନିୟନ୍ତ୍ରଣ କରିଛି। ଗ୍ରାମରେ ଉତ୍ତେଜନା ଲାଗି ରହିଥିବାରୁ ପୋଲିସ ଫୋର୍ସ ମୁତୟନ କରାଯାଇଛି। ଉଭୟ ପକ୍ଷର ଅଭିଯୋଗ ଆଧାରରେ ପୋଲିସ ମାମଲା ରୁଜୁ କରି ତଦନ୍ତ ଆରମ୍ଭ କରିଛି। ଜିଲ୍ଲା ପ୍ରଶାସନ ଉଭୟ ପକ୍ଷକୁ ନେଇ ଶାନ୍ତି ବୈଠକ ଡାକିଛି ଏବଂ ଶାନ୍ତି ଶୃଙ୍ଖଳା ରକ୍ଷା ପାଇଁ ଆବଶ୍ୟକ ପଦକ୍ଷେପ ନିଆଯାଉଛି। ଏହି ଘଟଣାକୁ ନେଇ ଅଞ୍ଚଳରେ ଚର୍ଚ୍ଚା ଜୋର ଧରିଛି। bbox=[856, 291, 1496, 393]
board-emblem-icon bbox=[50, 1078, 84, 1112]
events-place-heading: ଫୁଲନଖରା bbox=[238, 608, 300, 627]
sale-term: 4. The offer along with the aforesaid Earnest Money Deposit (EMD) should be made in a sealed cover superscribed "Offer for purchase of property(ies) ............... (Description of property)" so as to reach the respective branch as on or before 19.03.2011. bbox=[406, 2097, 1488, 2108]
sale-term: 15. This is also a Notice to the above mentioned borrowers / guarantors / mortgagers about holding of Auction Sale on above mentioned date(s) if his / their / her dues are not cleared in full. bbox=[406, 2237, 1488, 2248]
sale-col-reserve: Reserve Price / EMD bbox=[1293, 1650, 1494, 1709]
sale-bank-phone: PHONE NO.: 0674-2543514 | 2543534 | 2543545 | 2543385, FAX : 0674-2543523 bbox=[476, 1576, 1061, 1592]
exam-madhyama-subject: ପଞ୍ଚମ ପତ୍ର (Paper-V) ଦର୍ଶନ bbox=[290, 1591, 362, 1651]
sale-dates: 30.08.2010 / 18.11.2010 bbox=[1173, 1732, 1293, 1783]
sale-term: 9. The balance 75% of the sale price shall be payable on or before 15th day of confirmation of the sale by the Authorised Officer or such extended period as agreed upon in writing by and solely at the discretion of the Authorised Officer. In case of failure to deposit the balance amount within the prescribed period, the amount deposited shall be forfeited. bbox=[406, 2151, 1488, 2173]
exam-madhyama-subject: ତୃତୀୟ ପତ୍ର (Paper-III) ସାହିତ୍ୟ bbox=[290, 1411, 362, 1471]
events-place-heading: ଖୋର୍ଦ୍ଧା bbox=[245, 144, 293, 163]
